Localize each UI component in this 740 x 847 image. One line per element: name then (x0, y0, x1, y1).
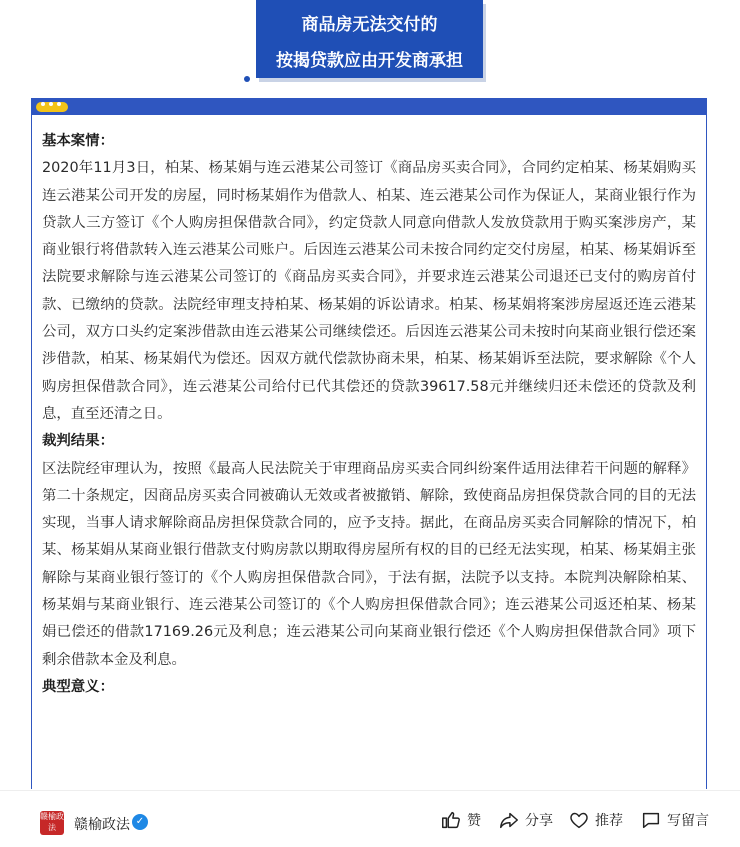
share-icon (498, 809, 520, 831)
heart-icon (568, 809, 590, 831)
dot-icon (41, 102, 45, 106)
card-header-bar (32, 99, 706, 115)
section-body-case: 2020年11月3日，柏某、杨某娟与连云港某公司签订《商品房买卖合同》，合同约定柏某、杨某娟购买连云港某公司开发的房屋，同时杨某娟作为借款人、柏某、连云港某公司作为保证人，某商业银行作为贷款人三方签订《个人购房担保借款合同》，约定贷款人同意向借款人发放贷款用于购买案涉房产，某商业银行将借款转入连云港某公司账户。后因连云港某公司未按合同约定交付房屋，柏某、杨某娟诉至法院要求解除与连云港某公司签订的《商品房买卖合同》，并要求连云港某公司退还已支付的购房首付款、已缴纳的贷款。法院经审理支持柏某、杨某娟的诉讼请求。柏某、杨某娟将案涉房屋返还连云港某公司，双方口头约定案涉借款由连云港某公司继续偿还。后因连云港某公司未按时向某商业银行偿还案涉借款，柏某、杨某娟代为偿还。因双方就代偿款协商未果，柏某、杨某娟诉至法院，要求解除《个人购房担保借款合同》，连云港某公司给付已代其偿还的贷款39617.58元并继续归还未偿还的贷款及利息，直至还清之日。 (42, 160, 696, 422)
dot-icon (57, 102, 61, 106)
recommend-label: 推荐 (595, 813, 623, 829)
section-heading-judgment: 裁判结果： (42, 433, 114, 450)
comment-label: 写留言 (667, 813, 709, 829)
author-avatar[interactable] (40, 811, 64, 835)
dot-icon (49, 102, 53, 106)
title-line-1: 商品房无法交付的 (301, 15, 438, 35)
share-button[interactable] (498, 808, 553, 832)
share-label: 分享 (525, 813, 553, 829)
section-heading-case: 基本案情： (42, 133, 114, 149)
comment-button[interactable] (640, 808, 709, 832)
section-heading-significance: 典型意义： (42, 678, 114, 695)
recommend-button[interactable] (568, 808, 623, 832)
verified-badge-icon: ✓ (132, 814, 148, 830)
author-name[interactable]: 赣榆政法 (74, 817, 130, 833)
like-button[interactable] (440, 808, 481, 832)
title-line-2: 按揭贷款应由开发商承担 (276, 51, 463, 71)
bottom-action-bar (0, 790, 740, 847)
like-label: 赞 (467, 813, 481, 829)
article-title-banner (256, 0, 483, 78)
avatar-text: 赣榆政法 (40, 812, 64, 832)
article-content (42, 128, 696, 701)
section-body-judgment: 区法院经审理认为，按照《最高人民法院关于审理商品房买卖合同纠纷案件适用法律若干问题的解释》第二十条规定，因商品房买卖合同被确认无效或者被撤销、解除，致使商品房担保贷款合同的目的无法实现，当事人请求解除商品房担保贷款合同的，应予支持。据此，在商品房买卖合同解除的情况下，柏某、杨某娟从某商业银行借款支付购房款以期取得房屋所有权的目的已经无法实现，柏某、杨某娟主张解除与某商业银行签订的《个人购房担保借款合同》，于法有据，法院予以支持。本院判决解除柏某、杨某娟与某商业银行、连云港某公司签订的《个人购房担保借款合同》；连云港某公司返还柏某、杨某娟已偿还的借款17169.26元及利息；连云港某公司向某商业银行偿还《个人购房担保借款合同》项下剩余借款本金及利息。 (42, 460, 696, 668)
decorative-dot (244, 76, 250, 82)
comment-icon (640, 809, 662, 831)
thumbs-up-icon (440, 809, 462, 831)
article-card (31, 98, 707, 789)
